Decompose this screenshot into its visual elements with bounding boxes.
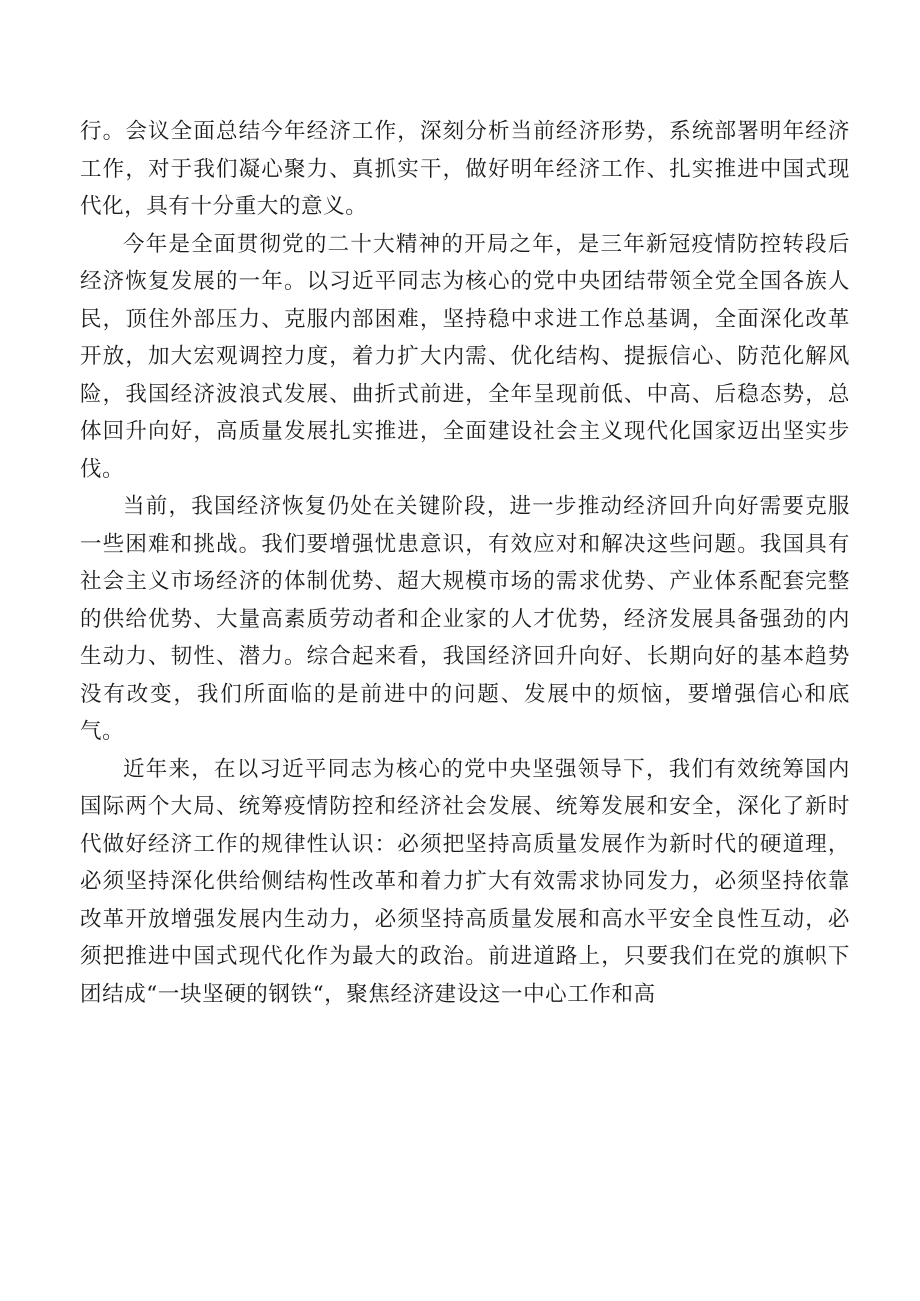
paragraph-1: 行。会议全面总结今年经济工作，深刻分析当前经济形势，系统部署明年经济工作，对于我们凝心聚力、真抓实干，做好明年经济工作、扎实推进中国式现代化，具有十分重大的意义。 [80,119,850,219]
document-body [80,113,850,1013]
paragraph-3: 当前，我国经济恢复仍处在关键阶段，进一步推动经济回升向好需要克服一些困难和挑战。我们要增强忧患意识，有效应对和解决这些问题。我国具有社会主义市场经济的体制优势、超大规模市场的需求优势、产业体系配套完整的供给优势、大量高素质劳动者和企业家的人才优势，经济发展具备强劲的内生动力、韧性、潜力。综合起来看，我国经济回升向好、长期向好的基本趋势没有改变，我们所面临的是前进中的问题、发展中的烦恼，要增强信心和底气。 [80,494,850,744]
paragraph-2: 今年是全面贯彻党的二十大精神的开局之年，是三年新冠疫情防控转段后经济恢复发展的一年。以习近平同志为核心的党中央团结带领全党全国各族人民，顶住外部压力、克服内部困难，坚持稳中求进工作总基调，全面深化改革开放，加大宏观调控力度，着力扩大内需、优化结构、提振信心、防范化解风险，我国经济波浪式发展、曲折式前进，全年呈现前低、中高、后稳态势，总体回升向好，高质量发展扎实推进，全面建设社会主义现代化国家迈出坚实步伐。 [80,231,850,482]
paragraph-4: 近年来，在以习近平同志为核心的党中央坚强领导下，我们有效统筹国内国际两个大局、统筹疫情防控和经济社会发展、统筹发展和安全，深化了新时代做好经济工作的规律性认识：必须把坚持高质量发展作为新时代的硬道理，必须坚持深化供给侧结构性改革和着力扩大有效需求协同发力，必须坚持依靠改革开放增强发展内生动力，必须坚持高质量发展和高水平安全良性互动，必须把推进中国式现代化作为最大的政治。前进道路上，只要我们在党的旗帜下团结成“一块坚硬的钢铁“，聚焦经济建设这一中心工作和高 [80,756,850,1007]
